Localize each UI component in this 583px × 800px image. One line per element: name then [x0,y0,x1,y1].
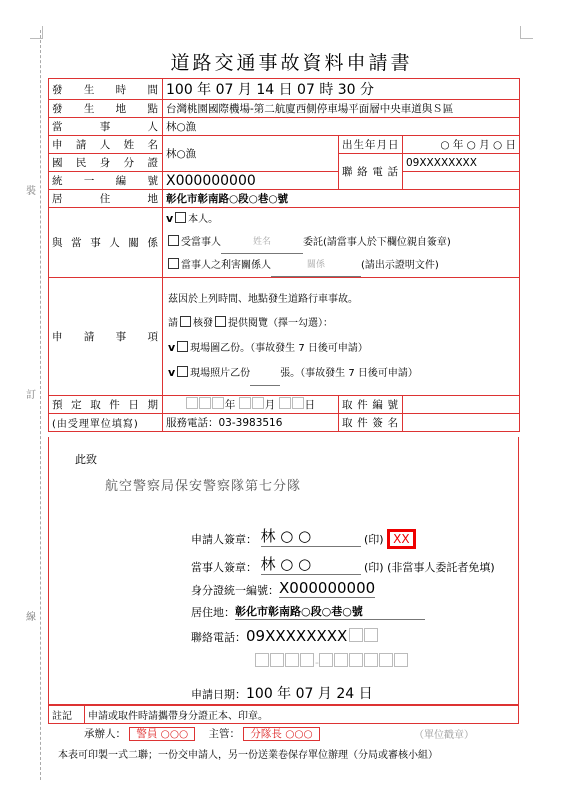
checkbox-icon[interactable] [177,366,188,377]
pickup-date-field[interactable]: 年 月 日 [163,396,339,414]
relation-options [163,208,520,278]
photo-count-field[interactable] [250,385,280,386]
applicant-sign-row: 申請人簽章： 林 ○ ○ (印) XX [191,525,416,547]
relation-option-interested[interactable]: 當事人之利害關係人 關係 (請出示證明文件) [166,254,516,277]
relation-option-delegate[interactable]: 受當事人 姓名 委託(請當事人於下欄位親自簽章) [166,231,516,254]
time-value[interactable]: 100 年 07 月 14 日 07 時 30 分 [163,79,520,100]
id-label-2: 統一編號 [49,172,163,190]
id-field[interactable]: X000000000 [279,579,376,597]
pickup-sign-value[interactable] [403,414,520,432]
crop-mark-top-left [30,26,43,39]
id-value[interactable]: X000000000 [163,172,339,190]
delegate-name-field[interactable]: 姓名 [221,231,303,254]
pickup-sub-label: (由受理單位填寫) [49,414,163,432]
applicant-stamp: XX [387,529,415,549]
checkbox-icon[interactable] [180,316,191,327]
applicant-sign-field[interactable]: 林 ○ ○ [261,525,361,547]
time-label: 發生時間 [49,79,163,100]
request-option-diagram[interactable]: v 現場圖乙份。（事故發生 7 日後可申請） [168,340,368,354]
relationship-field[interactable]: 關係 [271,254,361,277]
phone-field[interactable]: 09XXXXXXXX [246,627,348,645]
relation-label: 與當事人關係 [49,208,163,278]
party-sign-row: 當事人簽章： 林 ○ ○ (印) (非當事人委託者免填) [191,555,495,574]
birth-value[interactable]: ○ 年 ○ 月 ○ 日 [403,136,520,154]
phone-row: 聯絡電話：09XXXXXXXX [191,627,379,645]
phone-label: 聯絡電話 [339,154,403,190]
phone-value[interactable]: 09XXXXXXXX [403,154,520,172]
handler-value: 警員 ○○○ [129,727,195,741]
copy-note: 本表可印製一式二聯；一份交申請人，另一份送業卷保存單位辦理（分局或審核小組） [58,750,438,761]
signature-section [48,437,519,705]
note-table [48,705,519,724]
salutation: 此致 [75,453,97,466]
pickup-label: 預定取件日期 [49,396,163,414]
extra-number-boxes[interactable]: - [255,653,409,669]
note-label: 註記 [49,706,85,724]
checkbox-icon[interactable] [175,212,186,223]
phone-blank[interactable] [403,172,520,190]
date-row: 申請日期：100 年 07 月 24 日 [191,686,373,702]
pickup-no-label: 取件編號 [339,396,403,414]
service-phone: 服務電話：03-3983516 [163,414,339,432]
address-label: 居住地 [49,190,163,208]
unit-stamp: （單位戳章） [414,730,474,741]
relation-option-self[interactable]: v 本人。 [166,212,219,225]
place-value[interactable]: 台灣桃園國際機場-第二航廈西側停車場平面層中央車道與Ｓ區 [163,100,520,118]
request-option-photos[interactable]: v 現場照片乙份 張。（事故發生 7 日後可申請） [168,361,516,386]
party-value[interactable]: 林○漁 [163,118,520,136]
applicant-label: 申請人姓名 [49,136,163,154]
address-row: 居住地：彰化市彰南路○段○巷○號 [191,603,425,620]
handler-row: 承辦人： 警員 ○○○ 主管： 分隊長 ○○○ [84,726,320,741]
address-value[interactable]: 彰化市彰南路○段○巷○號 [163,190,520,208]
checkbox-icon[interactable] [177,341,188,352]
checkmark-icon: v [168,365,176,379]
checkmark-icon: v [166,212,174,225]
pickup-sign-label: 取件簽名 [339,414,403,432]
applicant-value[interactable]: 林○漁 [163,136,339,172]
crop-mark-top-right [520,26,533,39]
id-row: 身分證統一編號：X000000000 [191,579,376,597]
margin-label-staple: 訂 [26,390,36,401]
checkbox-icon[interactable] [168,235,179,246]
binding-margin-line [40,30,41,780]
id-label-1: 國民身分證 [49,154,163,172]
request-choice: 請 核發 提供閱覽（擇一勾選）： [168,317,333,329]
pickup-no-value[interactable] [403,396,520,414]
place-label: 發生地點 [49,100,163,118]
checkbox-icon[interactable] [168,258,179,269]
agency-name: 航空警察局保安警察隊第七分隊 [105,479,302,494]
request-statement: 茲因於上列時間、地點發生道路行車事故。 [168,293,358,305]
checkbox-icon[interactable] [215,316,226,327]
margin-label-bind: 裝 [26,186,36,197]
party-sign-field[interactable]: 林 ○ ○ [261,553,361,575]
party-label: 當事人 [49,118,163,136]
supervisor-value: 分隊長 ○○○ [243,727,319,741]
date-field[interactable]: 100 年 07 月 24 日 [246,686,373,702]
application-form-table [48,78,520,432]
request-items [163,278,520,396]
birth-label: 出生年月日 [339,136,403,154]
address-field[interactable]: 彰化市彰南路○段○巷○號 [235,603,425,620]
page-title: 道路交通事故資料申請書 [170,52,413,74]
note-text: 申請或取件時請攜帶身分證正本、印章。 [85,706,519,724]
checkmark-icon: v [168,340,176,354]
margin-label-line: 線 [26,612,36,623]
request-label: 申請事項 [49,278,163,396]
